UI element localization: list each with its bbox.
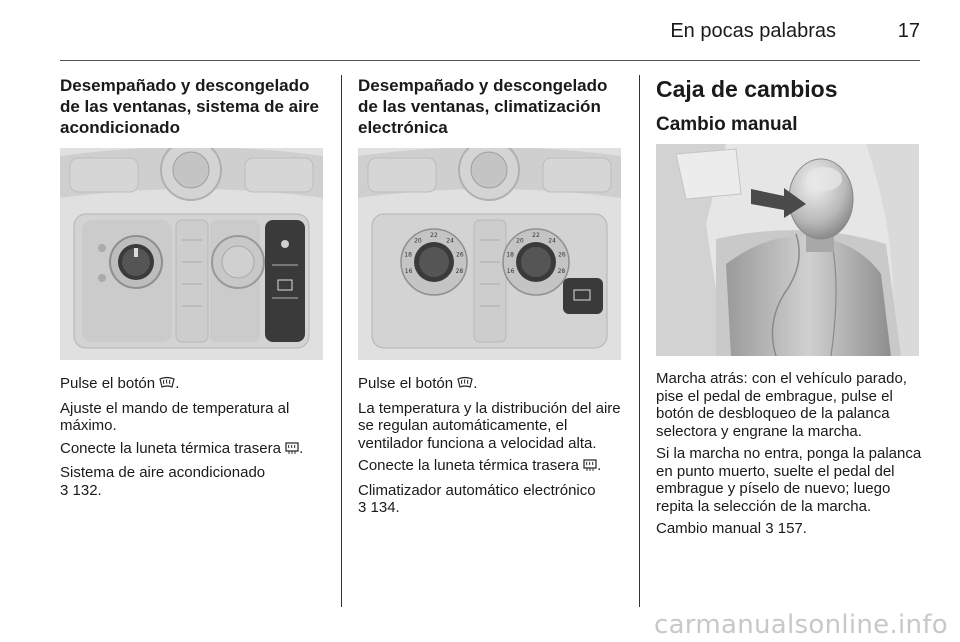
rear-window-heating-icon: [583, 458, 597, 477]
temperature-scale-label: 26: [558, 251, 566, 259]
temperature-scale-label: 22: [430, 232, 438, 239]
section-title: Caja de cambios: [656, 76, 838, 102]
paragraph: Pulse el botón .: [358, 375, 626, 395]
paragraph: Cambio manual 3 157.: [656, 520, 807, 537]
paragraph: Ajuste el mando de temperatura al máximo.: [60, 399, 290, 434]
temperature-scale-label: 20: [516, 237, 524, 245]
column-3: [656, 75, 922, 136]
temperature-scale-label: 28: [455, 268, 464, 276]
paragraph: Pulse el botón .: [60, 375, 328, 395]
temperature-scale-label: 24: [548, 237, 556, 245]
paragraph: Conecte la luneta térmica trasera .: [60, 440, 328, 460]
column-1-body: [60, 375, 328, 504]
paragraph: Sistema de aire acondicionado 3 132.: [60, 464, 266, 499]
column-2: [358, 75, 624, 138]
gearshift-illustration: [656, 144, 919, 356]
column-3-body: [656, 370, 926, 543]
section-subheading: Cambio manual: [656, 114, 798, 135]
paragraph: La temperatura y la distribución del aire se regulan automáticamente, el ventilador funciona a velocidad alta.: [358, 399, 621, 452]
temperature-scale-label: 20: [414, 237, 422, 245]
column-2-body: [358, 375, 626, 522]
page-reference-icon: 3: [358, 499, 367, 516]
temperature-scale-label: 16: [404, 268, 413, 276]
temperature-scale-label: 26: [456, 251, 464, 259]
temperature-scale-label: 18: [506, 251, 514, 259]
column-1: [60, 75, 326, 138]
climate-panel-illustration: [60, 148, 323, 360]
temperature-scale-label: 24: [446, 237, 454, 245]
rear-window-heating-icon: [285, 441, 299, 460]
column-divider: [639, 75, 640, 607]
page-reference-icon: 3: [60, 481, 69, 499]
windscreen-defrost-icon: [457, 376, 473, 395]
page-number: 17: [897, 20, 920, 42]
temperature-scale-label: 22: [532, 232, 540, 239]
gearshift-figure: [656, 144, 919, 356]
climate-panel-figure: [60, 148, 323, 360]
paragraph: Si la marcha no entra, ponga la palanca en punto muerto, suelte el pedal del embrague y píselo de nuevo; luego repita la selección de la marcha.: [656, 445, 922, 515]
column-divider: [341, 75, 342, 607]
section-heading: Desempañado y descongelado de las ventanas, climatización electrónica: [358, 76, 608, 137]
section-heading: Desempañado y descongelado de las ventanas, sistema de aire acondicionado: [60, 76, 319, 137]
ecc-panel-illustration: [358, 148, 621, 360]
paragraph: Conecte la luneta térmica trasera .: [358, 457, 626, 477]
ecc-panel-figure: [358, 148, 621, 360]
paragraph: Climatizador automático electrónico 3 134.: [358, 481, 596, 516]
windscreen-defrost-icon: [159, 376, 175, 395]
page-reference-icon: 3: [765, 520, 774, 537]
temperature-scale-label: 28: [557, 268, 566, 276]
page-header: [60, 0, 920, 61]
header-title: En pocas palabras: [670, 20, 836, 42]
temperature-scale-label: 16: [506, 268, 515, 276]
paragraph: Marcha atrás: con el vehículo parado, pise el pedal de embrague, pulse el botón de desbloqueo de la palanca selectora y engrane la marcha.: [656, 370, 907, 440]
watermark: carmanualsonline.info: [653, 610, 948, 640]
temperature-scale-label: 18: [404, 251, 412, 259]
